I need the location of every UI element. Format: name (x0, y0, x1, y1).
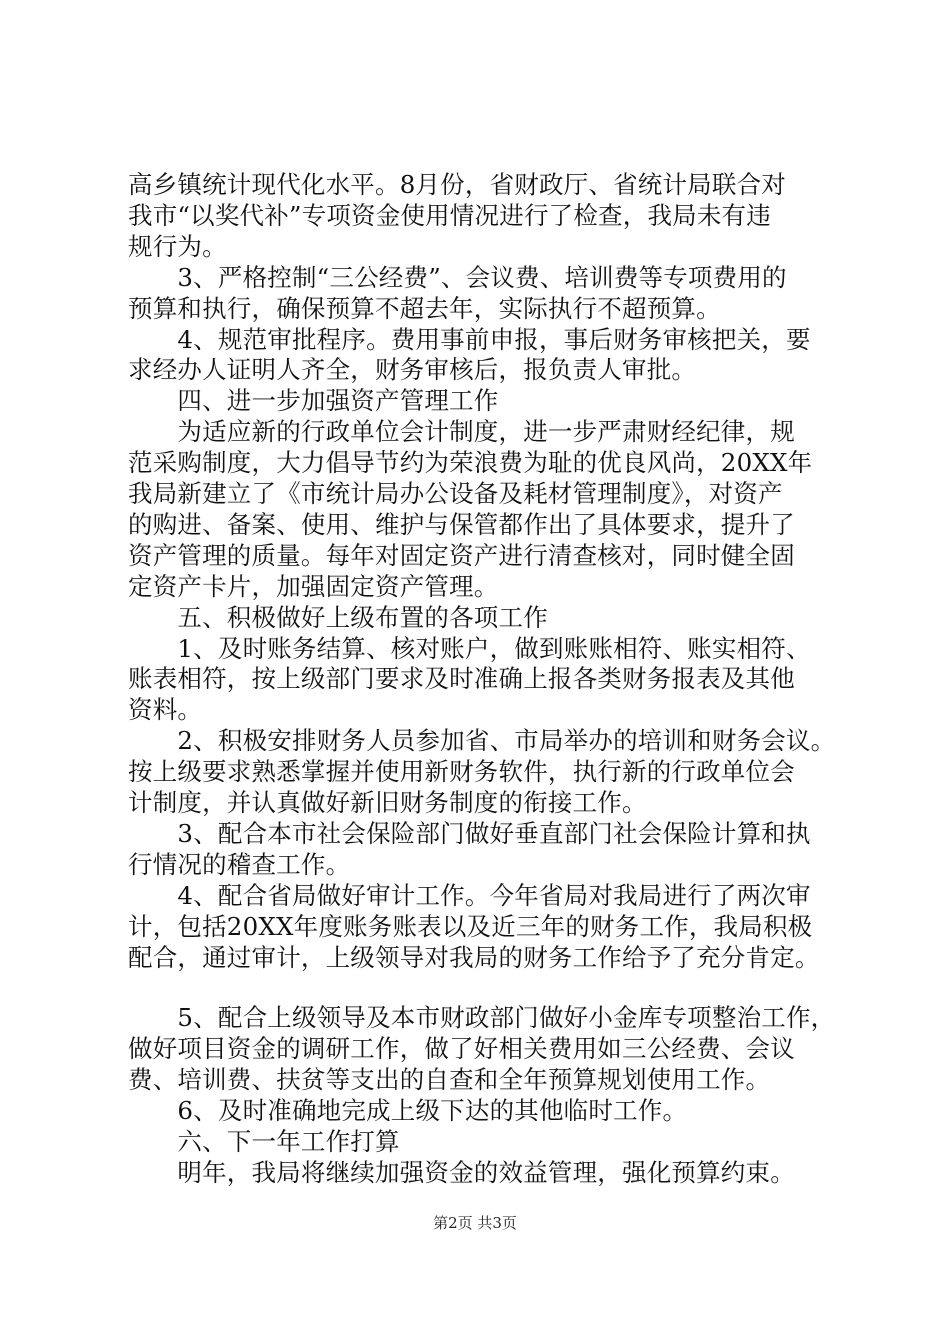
body-text-line: 计制度，并认真做好新旧财务制度的衔接工作。 (128, 788, 647, 817)
body-text-line: 计，包括20XX年度账务账表以及近三年的财务工作，我局积极 (128, 912, 813, 941)
body-text-line: 高乡镇统计现代化水平。8月份，省财政厅、省统计局联合对 (128, 170, 786, 199)
body-text-line: 2、积极安排财务人员参加省、市局举办的培训和财务会议。 (128, 726, 836, 755)
body-text-line: 定资产卡片，加强固定资产管理。 (128, 572, 499, 601)
section-heading: 五、积极做好上级布置的各项工作 (128, 603, 548, 632)
body-text-line: 资产管理的质量。每年对固定资产进行清查核对，同时健全固 (128, 541, 795, 570)
body-text-line: 3、配合本市社会保险部门做好垂直部门社会保险计算和执 (128, 819, 811, 848)
body-text-line: 3、严格控制“三公经费”、会议费、培训费等专项费用的 (128, 263, 787, 292)
body-text-line: 求经办人证明人齐全，财务审核后，报负责人审批。 (128, 355, 697, 384)
body-text-line: 规行为。 (128, 232, 227, 261)
body-text-line: 6、及时准确地完成上级下达的其他临时工作。 (128, 1096, 688, 1125)
section-heading: 四、进一步加强资产管理工作 (128, 386, 499, 415)
body-text-line: 的购进、备案、使用、维护与保管都作出了具体要求，提升了 (128, 510, 795, 539)
body-text-line: 1、及时账务结算、核对账户，做到账账相符、账实相符、 (128, 634, 811, 663)
body-text-line: 按上级要求熟悉掌握并使用新财务软件，执行新的行政单位会 (128, 757, 795, 786)
body-text-line: 4、规范审批程序。费用事前申报，事后财务审核把关，要 (128, 325, 811, 354)
body-text-line: 行情况的稽查工作。 (128, 850, 351, 879)
body-text-line: 我市“以奖代补”专项资金使用情况进行了检查，我局未有违 (128, 201, 771, 230)
body-text-line: 资料。 (128, 695, 203, 724)
body-text-line: 配合，通过审计，上级领导对我局的财务工作给予了充分肯定。 (128, 943, 820, 972)
section-heading: 六、下一年工作打算 (128, 1127, 400, 1156)
body-text-line: 账表相符，按上级部门要求及时准确上报各类财务报表及其他 (128, 664, 795, 693)
body-text-line: 做好项目资金的调研工作，做了好相关费用如三公经费、会议 (128, 1034, 795, 1063)
page-number: 第2页 共3页 (433, 1214, 517, 1232)
body-text-line: 我局新建立了《市统计局办公设备及耗材管理制度》，对资产 (128, 479, 783, 508)
body-text-line: 预算和执行，确保预算不超去年，实际执行不超预算。 (128, 294, 721, 323)
body-text-line: 5、配合上级领导及本市财政部门做好小金库专项整治工作， (128, 1003, 836, 1032)
body-text-line: 为适应新的行政单位会计制度，进一步严肃财经纪律，规 (128, 417, 795, 446)
page-footer (0, 1213, 950, 1233)
body-text-line: 4、配合省局做好审计工作。今年省局对我局进行了两次审 (128, 881, 811, 910)
body-text-line: 明年，我局将继续加强资金的效益管理，强化预算约束。 (128, 1158, 795, 1187)
body-text-line: 费、培训费、扶贫等支出的自查和全年预算规划使用工作。 (128, 1065, 771, 1094)
body-text-line: 范采购制度，大力倡导节约为荣浪费为耻的优良风尚，20XX年 (128, 448, 813, 477)
